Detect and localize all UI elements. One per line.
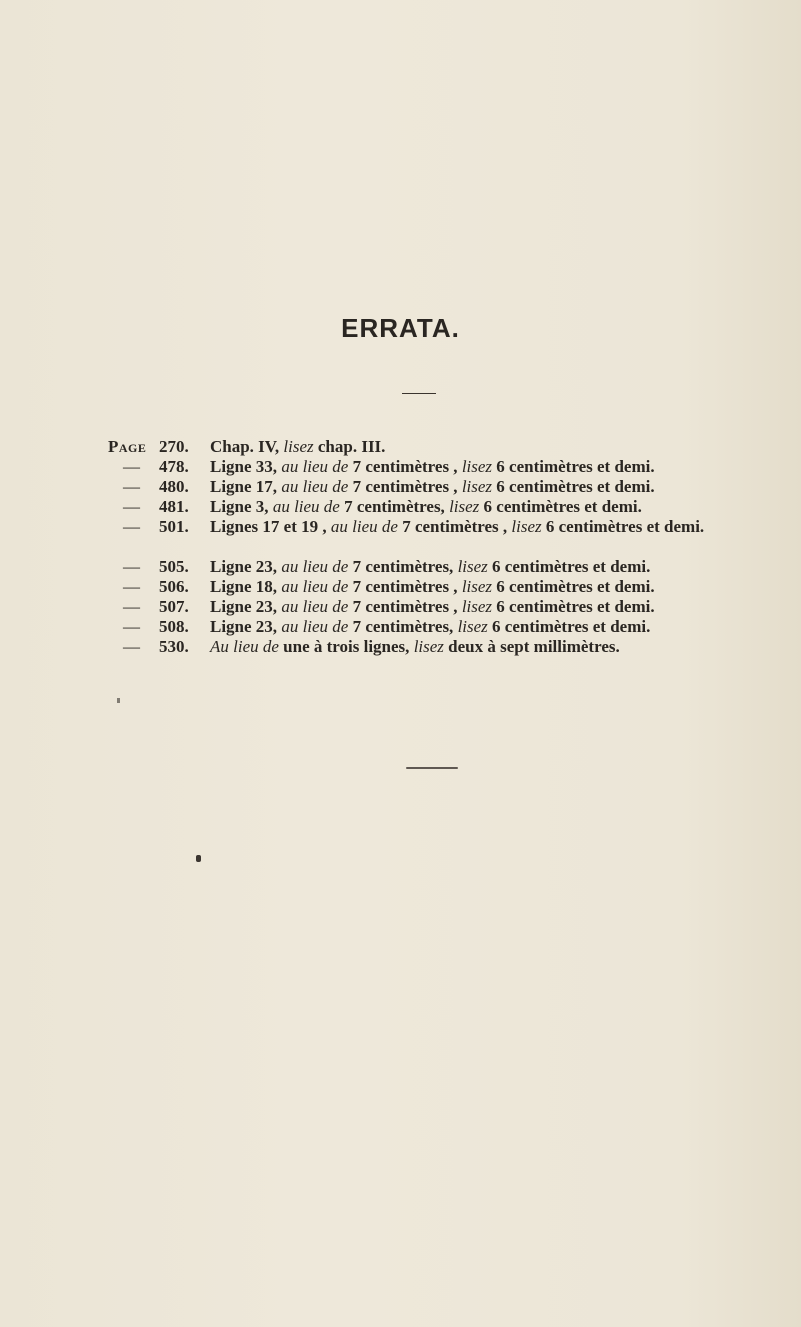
text-segment: 6 centimètres et demi. bbox=[492, 457, 655, 476]
italic-segment: au lieu de bbox=[281, 617, 349, 636]
correction-text bbox=[210, 437, 748, 457]
ink-speck bbox=[117, 698, 120, 703]
text-segment: Ligne 3, bbox=[210, 497, 273, 516]
text-segment: 7 centimètres , bbox=[348, 477, 462, 496]
errata-entry bbox=[108, 517, 748, 557]
italic-segment: lisez bbox=[283, 437, 314, 456]
ditto-dash: — bbox=[123, 597, 140, 616]
text-segment: 7 centimètres, bbox=[348, 557, 458, 576]
italic-segment: au lieu de bbox=[281, 477, 349, 496]
correction-text bbox=[210, 557, 748, 577]
text-segment: Ligne 23, bbox=[210, 557, 282, 576]
page-number: 481. bbox=[159, 497, 189, 516]
page-number: 505. bbox=[159, 557, 189, 576]
text-segment: 6 centimètres et demi. bbox=[492, 477, 655, 496]
ditto-dash: — bbox=[123, 457, 140, 476]
italic-segment: lisez bbox=[461, 477, 493, 496]
italic-segment: au lieu de bbox=[281, 557, 349, 576]
italic-segment: lisez bbox=[457, 557, 488, 576]
text-segment: 6 centimètres et demi. bbox=[492, 597, 655, 616]
text-segment: 6 centimètres et demi. bbox=[492, 577, 655, 596]
text-segment: chap. III. bbox=[313, 437, 386, 456]
text-segment: 6 centimètres et demi. bbox=[479, 497, 642, 516]
text-segment: deux à sept millimètres. bbox=[443, 637, 620, 656]
text-segment: Lignes 17 et 19 , bbox=[210, 517, 331, 536]
errata-entry bbox=[108, 457, 748, 477]
italic-segment: au lieu de bbox=[281, 457, 349, 476]
page-number: 270. bbox=[159, 437, 189, 456]
correction-text bbox=[210, 457, 748, 477]
title-divider bbox=[402, 393, 436, 394]
correction-text bbox=[210, 517, 748, 537]
errata-entry bbox=[108, 497, 748, 517]
italic-segment: au lieu de bbox=[330, 517, 398, 536]
correction-text bbox=[210, 477, 748, 497]
text-segment: Ligne 33, bbox=[210, 457, 282, 476]
correction-text bbox=[210, 637, 748, 657]
ditto-dash: — bbox=[123, 497, 140, 516]
italic-segment: lisez bbox=[461, 457, 493, 476]
page-number: 508. bbox=[159, 617, 189, 636]
ditto-dash: — bbox=[123, 477, 140, 496]
italic-segment: au lieu de bbox=[272, 497, 340, 516]
text-segment: 6 centimètres et demi. bbox=[541, 517, 705, 536]
errata-list bbox=[108, 437, 748, 657]
page-title: ERRATA. bbox=[341, 313, 460, 343]
italic-segment: lisez bbox=[449, 497, 480, 516]
page-number: 501. bbox=[159, 517, 189, 536]
errata-entry bbox=[108, 637, 748, 657]
text-segment: 6 centimètres et demi. bbox=[487, 557, 651, 576]
errata-entry bbox=[108, 617, 748, 637]
italic-segment: lisez bbox=[511, 517, 542, 536]
ditto-dash: — bbox=[123, 557, 140, 576]
page-number: 506. bbox=[159, 577, 189, 596]
correction-text bbox=[210, 617, 748, 637]
page-number: 478. bbox=[159, 457, 189, 476]
ditto-dash: — bbox=[123, 577, 140, 596]
errata-entry bbox=[108, 577, 748, 597]
italic-segment: au lieu de bbox=[281, 577, 349, 596]
text-segment: 7 centimètres , bbox=[348, 597, 462, 616]
text-segment: 7 centimètres , bbox=[348, 457, 462, 476]
text-segment: 7 centimètres, bbox=[339, 497, 450, 516]
italic-segment: lisez bbox=[461, 597, 493, 616]
text-segment: 7 centimètres , bbox=[348, 577, 462, 596]
text-segment: 7 centimètres, bbox=[348, 617, 458, 636]
ditto-dash: — bbox=[123, 637, 140, 656]
italic-segment: Au lieu de bbox=[210, 637, 279, 656]
italic-segment: lisez bbox=[457, 617, 488, 636]
errata-entry bbox=[108, 597, 748, 617]
text-segment: Ligne 23, bbox=[210, 617, 282, 636]
errata-entry bbox=[108, 477, 748, 497]
text-segment: 7 centimètres , bbox=[397, 517, 512, 536]
page-number: 530. bbox=[159, 637, 189, 656]
text-segment: Ligne 18, bbox=[210, 577, 282, 596]
errata-entry bbox=[108, 557, 748, 577]
ditto-dash: — bbox=[123, 517, 140, 536]
errata-entry bbox=[108, 437, 748, 457]
text-segment: Ligne 17, bbox=[210, 477, 282, 496]
correction-text bbox=[210, 497, 748, 517]
italic-segment: lisez bbox=[461, 577, 493, 596]
ink-speck bbox=[196, 855, 201, 862]
page-label: Page bbox=[108, 437, 147, 456]
correction-text bbox=[210, 577, 748, 597]
italic-segment: lisez bbox=[413, 637, 444, 656]
correction-text bbox=[210, 597, 748, 617]
page-number: 480. bbox=[159, 477, 189, 496]
text-segment: Ligne 23, bbox=[210, 597, 282, 616]
text-segment: une à trois lignes, bbox=[278, 637, 414, 656]
italic-segment: au lieu de bbox=[281, 597, 349, 616]
ditto-dash: — bbox=[123, 617, 140, 636]
text-segment: Chap. IV, bbox=[210, 437, 284, 456]
ink-stroke bbox=[406, 767, 458, 769]
text-segment: 6 centimètres et demi. bbox=[487, 617, 651, 636]
page-number: 507. bbox=[159, 597, 189, 616]
